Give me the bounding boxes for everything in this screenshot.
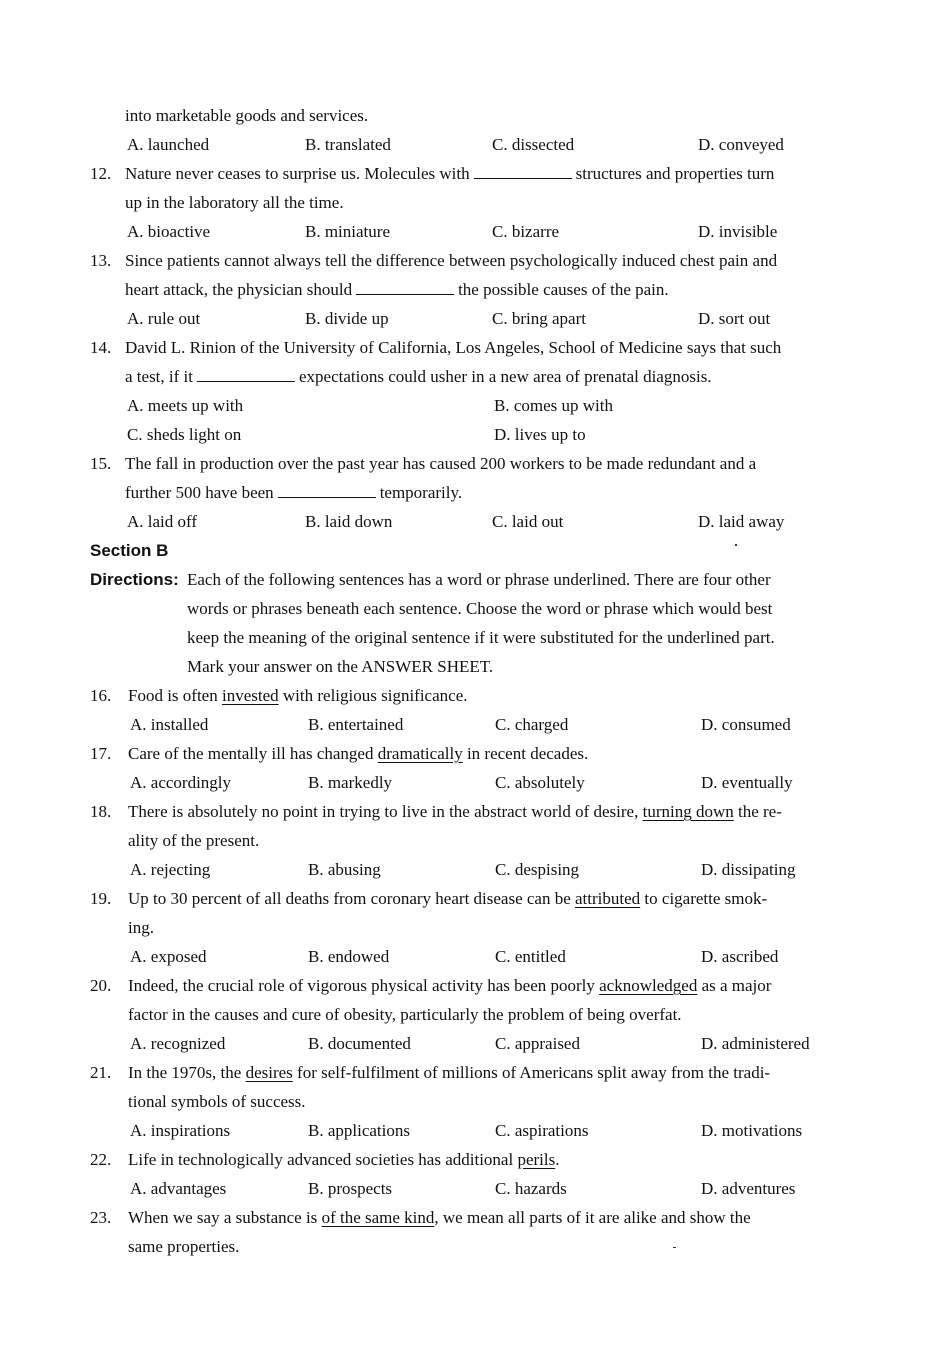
- q20-option-d[interactable]: D. administered: [701, 1034, 810, 1053]
- q14-option-c[interactable]: C. sheds light on: [127, 425, 242, 444]
- q14-stem-text-b: expectations could usher in a new area of prenatal diagnosis.: [298, 367, 712, 386]
- q21-stem-line2: tional symbols of success.: [128, 1092, 306, 1111]
- q12-option-c[interactable]: C. bizarre: [492, 222, 560, 241]
- q18-stem-line2: ality of the present.: [128, 831, 260, 850]
- q23-number: 23.: [90, 1208, 112, 1227]
- q21-option-a[interactable]: A. inspirations: [130, 1121, 231, 1140]
- q19-option-d[interactable]: D. ascribed: [701, 947, 779, 966]
- q17-stem-pre: Care of the mentally ill has changed: [128, 744, 378, 763]
- q13-stem-text-b: the possible causes of the pain.: [458, 280, 669, 299]
- q15-option-c[interactable]: C. laid out: [492, 512, 564, 531]
- q17-option-a[interactable]: A. accordingly: [130, 773, 232, 792]
- q20-underlined-word: acknowledged: [599, 976, 698, 995]
- q19-option-a[interactable]: A. exposed: [130, 947, 207, 966]
- q13-stem-line1: Since patients cannot always tell the difference between psychologically induced chest pain and: [125, 251, 778, 270]
- q20-stem-pre: Indeed, the crucial role of vigorous physical activity has been poorly: [128, 976, 600, 995]
- q16-option-a[interactable]: A. installed: [130, 715, 209, 734]
- q15-stem-line1: The fall in production over the past year has caused 200 workers to be made redundant and a: [125, 454, 757, 473]
- q13-stem-text-a: heart attack, the physician should: [125, 280, 353, 299]
- q22-option-c[interactable]: C. hazards: [495, 1179, 567, 1198]
- q15-stem-text-a: further 500 have been: [125, 483, 274, 502]
- q17-number: 17.: [90, 744, 112, 763]
- q12-stem-text-b: structures and properties turn: [575, 164, 775, 183]
- q15-stem-text-b: temporarily.: [379, 483, 463, 502]
- scan-speck-2: [673, 1247, 676, 1248]
- q15-number: 15.: [90, 454, 112, 473]
- q12-option-d[interactable]: D. invisible: [698, 222, 778, 241]
- q17-stem-post: in recent decades.: [462, 744, 589, 763]
- q21-option-b[interactable]: B. applications: [308, 1121, 410, 1140]
- q12-stem-line1: [125, 164, 774, 184]
- q11-option-c[interactable]: C. dissected: [492, 135, 575, 154]
- q21-option-c[interactable]: C. aspirations: [495, 1121, 589, 1140]
- q20-option-b[interactable]: B. documented: [308, 1034, 411, 1053]
- q18-option-a[interactable]: A. rejecting: [130, 860, 211, 879]
- q18-option-b[interactable]: B. abusing: [308, 860, 381, 879]
- directions-line3: keep the meaning of the original sentence if it were substituted for the underlined part.: [187, 628, 775, 647]
- q20-stem-line2: factor in the causes and cure of obesity, particularly the problem of being overfat.: [128, 1005, 682, 1024]
- q14-option-d[interactable]: D. lives up to: [494, 425, 586, 444]
- q16-option-d[interactable]: D. consumed: [701, 715, 791, 734]
- directions-line2: words or phrases beneath each sentence. Choose the word or phrase which would best: [187, 599, 773, 618]
- q18-number: 18.: [90, 802, 112, 821]
- directions-label: Directions:: [90, 570, 179, 589]
- q12-option-b[interactable]: B. miniature: [305, 222, 390, 241]
- q14-blank: [197, 367, 295, 382]
- q23-stem-post: , we mean all parts of it are alike and show the: [434, 1208, 751, 1227]
- q18-underlined-word: turning down: [642, 802, 734, 821]
- q19-stem-line1: [128, 889, 767, 909]
- q21-number: 21.: [90, 1063, 112, 1082]
- q16-stem-pre: Food is often: [128, 686, 222, 705]
- q21-underlined-word: desires: [245, 1063, 293, 1082]
- q16-number: 16.: [90, 686, 112, 705]
- section-b-title: Section B: [90, 541, 169, 560]
- q14-number: 14.: [90, 338, 112, 357]
- q16-stem: [128, 686, 467, 706]
- q22-option-d[interactable]: D. adventures: [701, 1179, 796, 1198]
- q19-stem-line2: ing.: [128, 918, 154, 937]
- q18-option-c[interactable]: C. despising: [495, 860, 580, 879]
- directions-line1: Each of the following sentences has a word or phrase underlined. There are four other: [187, 570, 771, 589]
- q15-option-d[interactable]: D. laid away: [698, 512, 785, 531]
- q15-option-a[interactable]: A. laid off: [127, 512, 198, 531]
- q22-underlined-word: perils: [517, 1150, 556, 1169]
- q22-option-b[interactable]: B. prospects: [308, 1179, 393, 1198]
- q13-blank: [356, 280, 454, 295]
- q23-stem-line1: [128, 1208, 751, 1228]
- q23-stem-line2: same properties.: [128, 1237, 240, 1256]
- q12-stem-text-a: Nature never ceases to surprise us. Molecules with: [125, 164, 470, 183]
- q17-underlined-word: dramatically: [377, 744, 463, 763]
- q20-number: 20.: [90, 976, 112, 995]
- q13-option-c[interactable]: C. bring apart: [492, 309, 586, 328]
- q19-option-b[interactable]: B. endowed: [308, 947, 390, 966]
- q21-option-d[interactable]: D. motivations: [701, 1121, 803, 1140]
- q19-number: 19.: [90, 889, 112, 908]
- q21-stem-post: for self-fulfilment of millions of Americans split away from the tradi-: [292, 1063, 771, 1082]
- q15-blank: [278, 483, 376, 498]
- q13-option-b[interactable]: B. divide up: [305, 309, 389, 328]
- q21-stem-pre: In the 1970s, the: [128, 1063, 246, 1082]
- q18-stem-line1: [128, 802, 782, 822]
- q14-option-b[interactable]: B. comes up with: [494, 396, 613, 415]
- q12-stem-line2: up in the laboratory all the time.: [125, 193, 344, 212]
- q19-option-c[interactable]: C. entitled: [495, 947, 566, 966]
- q16-underlined-word: invested: [221, 686, 279, 705]
- scan-speck: [735, 544, 737, 546]
- q20-stem-line1: [128, 976, 771, 996]
- q20-option-a[interactable]: A. recognized: [130, 1034, 226, 1053]
- q13-option-d[interactable]: D. sort out: [698, 309, 771, 328]
- q11-option-d[interactable]: D. conveyed: [698, 135, 784, 154]
- q16-option-b[interactable]: B. entertained: [308, 715, 404, 734]
- q23-stem-pre: When we say a substance is: [128, 1208, 322, 1227]
- q17-option-d[interactable]: D. eventually: [701, 773, 793, 792]
- q21-stem-line1: [128, 1063, 770, 1083]
- q16-option-c[interactable]: C. charged: [495, 715, 569, 734]
- q14-stem-line1: David L. Rinion of the University of California, Los Angeles, School of Medicine says that such: [125, 338, 782, 357]
- q13-option-a[interactable]: A. rule out: [127, 309, 201, 328]
- q20-option-c[interactable]: C. appraised: [495, 1034, 580, 1053]
- q20-stem-post: as a major: [697, 976, 772, 995]
- q17-option-b[interactable]: B. markedly: [308, 773, 393, 792]
- q11-continuation: into marketable goods and services.: [125, 106, 369, 125]
- q11-option-b[interactable]: B. translated: [305, 135, 391, 154]
- q22-number: 22.: [90, 1150, 112, 1169]
- q11-option-a[interactable]: A. launched: [127, 135, 210, 154]
- q15-stem-line2: [125, 483, 462, 503]
- q14-option-a[interactable]: A. meets up with: [127, 396, 244, 415]
- q19-stem-post: to cigarette smok-: [640, 889, 768, 908]
- q22-stem-pre: Life in technologically advanced societies has additional: [128, 1150, 518, 1169]
- q19-stem-pre: Up to 30 percent of all deaths from coronary heart disease can be: [128, 889, 576, 908]
- q18-stem-post: the re-: [733, 802, 782, 821]
- q15-option-b[interactable]: B. laid down: [305, 512, 393, 531]
- q16-stem-post: with religious significance.: [278, 686, 468, 705]
- directions-line4: Mark your answer on the ANSWER SHEET.: [187, 657, 494, 676]
- q12-blank: [474, 164, 572, 179]
- q19-underlined-word: attributed: [575, 889, 641, 908]
- q14-stem-line2: [125, 367, 712, 387]
- q17-stem: [128, 744, 588, 764]
- q22-stem: [128, 1150, 559, 1170]
- q13-stem-line2: [125, 280, 669, 300]
- q23-underlined-phrase: of the same kind: [321, 1208, 435, 1227]
- q18-stem-pre: There is absolutely no point in trying to live in the abstract world of desire,: [128, 802, 643, 821]
- q12-number: 12.: [90, 164, 112, 183]
- q14-stem-text-a: a test, if it: [125, 367, 193, 386]
- q18-option-d[interactable]: D. dissipating: [701, 860, 796, 879]
- q13-number: 13.: [90, 251, 112, 270]
- q22-option-a[interactable]: A. advantages: [130, 1179, 227, 1198]
- q12-option-a[interactable]: A. bioactive: [127, 222, 211, 241]
- q22-stem-post: .: [555, 1150, 560, 1169]
- q17-option-c[interactable]: C. absolutely: [495, 773, 585, 792]
